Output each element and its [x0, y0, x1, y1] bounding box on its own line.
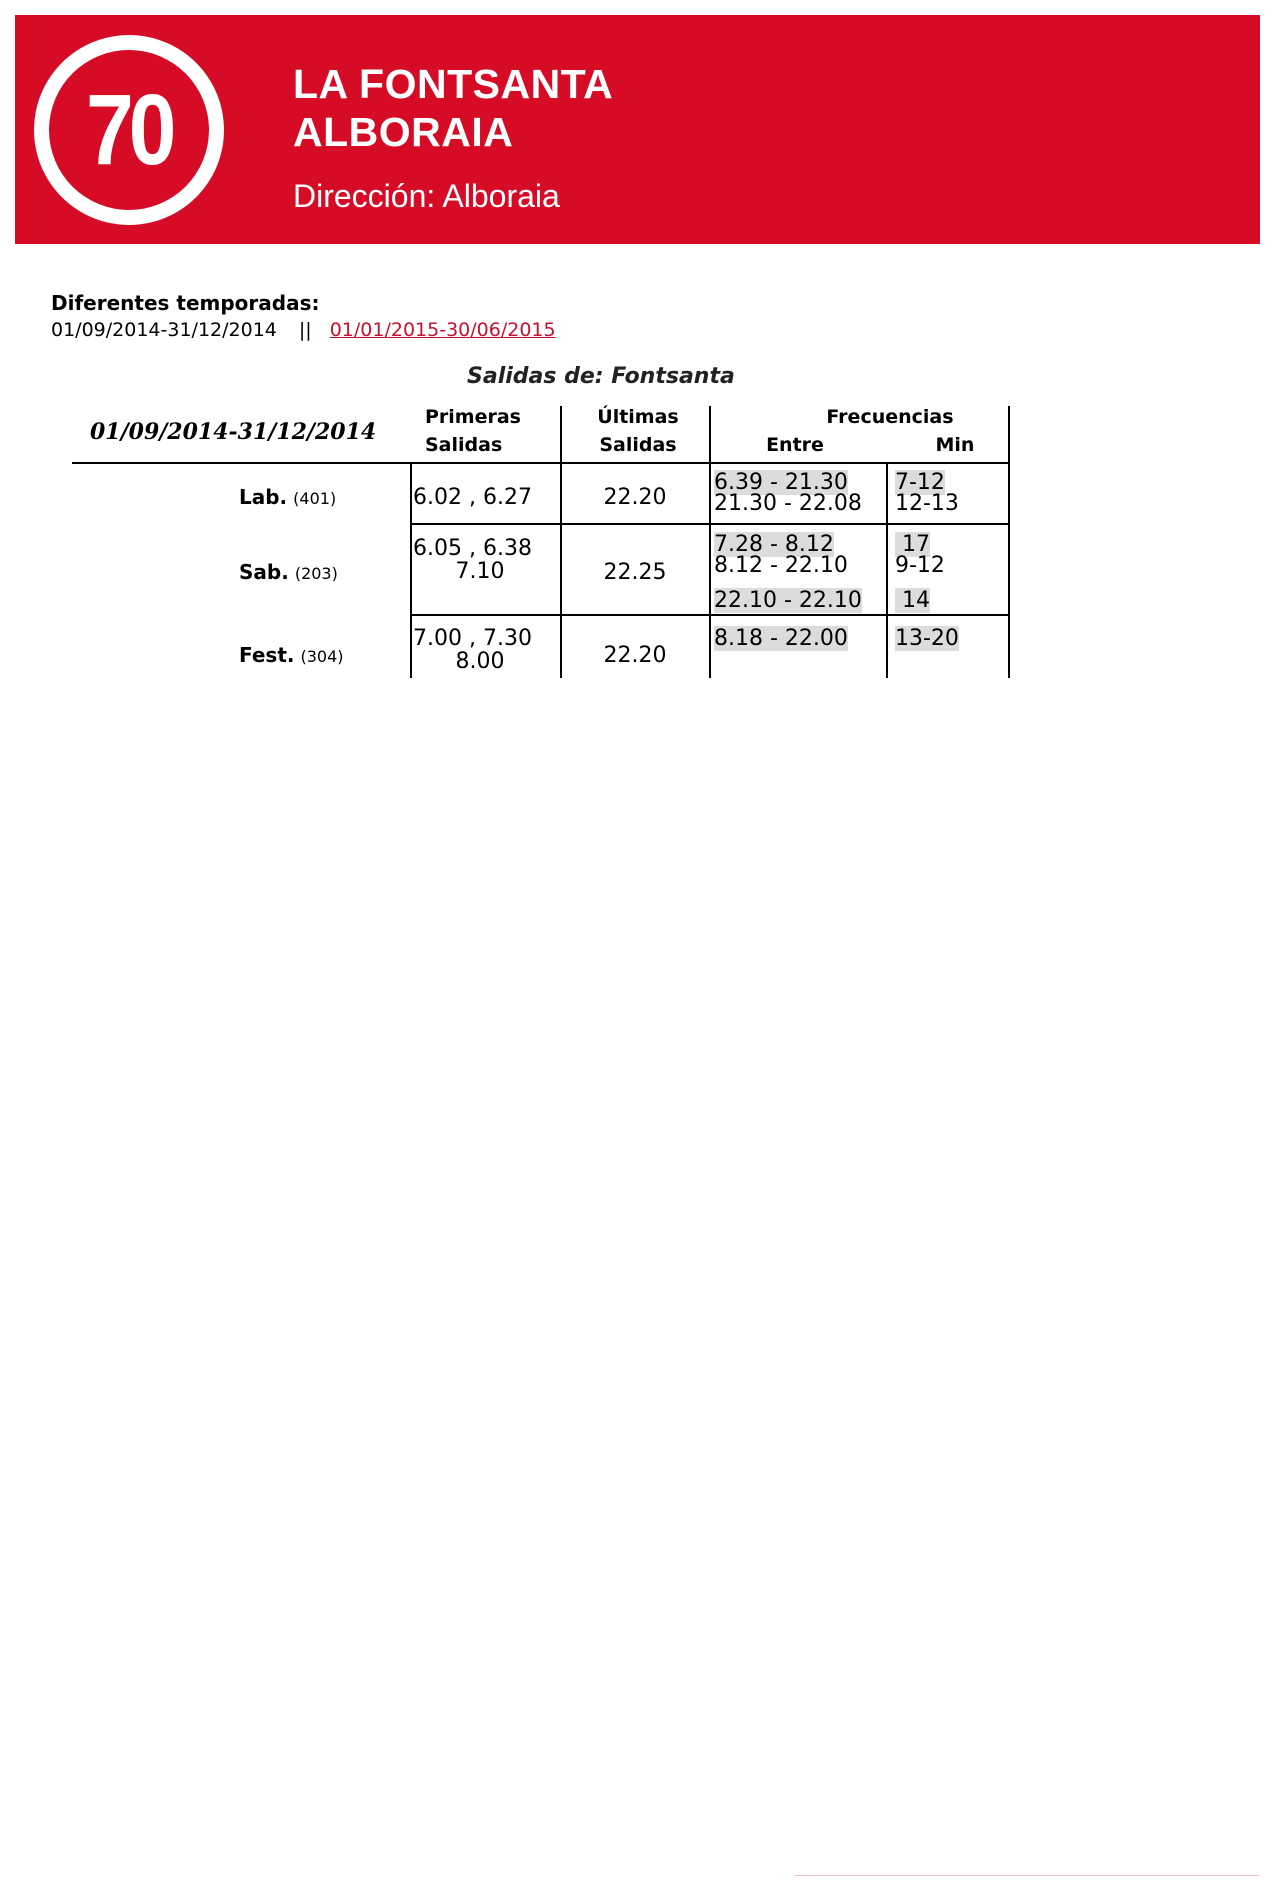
first-departures: 8.00 — [455, 649, 505, 674]
frequency-range: 6.39 - 21.30 — [714, 470, 848, 495]
header-min: Min — [935, 434, 975, 456]
current-season: 01/09/2014-31/12/2014 — [51, 319, 277, 341]
grid-line — [886, 462, 888, 678]
day-code: (304) — [300, 647, 344, 666]
grid-line — [410, 462, 412, 678]
row-day-sab — [239, 562, 338, 582]
grid-line — [1008, 406, 1010, 678]
header-entre: Entre — [766, 434, 824, 456]
last-departure: 22.25 — [603, 560, 667, 585]
frequency-range: 7.28 - 8.12 — [714, 532, 834, 557]
header-primeras: Primeras — [425, 406, 521, 428]
day-label: Fest. — [239, 643, 295, 667]
header-ultimas-salidas: Salidas — [599, 434, 677, 456]
frequency-minutes: 13-20 — [895, 626, 959, 651]
first-departures: 6.05 , 6.38 — [413, 536, 532, 561]
grid-line — [709, 462, 711, 678]
header-frecuencias: Frecuencias — [826, 406, 954, 428]
frequency-range: 21.30 - 22.08 — [714, 491, 862, 516]
frequency-minutes: 7-12 — [895, 470, 945, 495]
row-day-fest — [239, 645, 344, 665]
route-header-banner — [15, 15, 1260, 244]
last-departure: 22.20 — [603, 643, 667, 668]
route-name-line-2: ALBORAIA — [293, 109, 514, 155]
frequency-minutes: 12-13 — [895, 491, 959, 516]
frequency-range: 8.18 - 22.00 — [714, 626, 848, 651]
frequency-range: 8.12 - 22.10 — [714, 553, 848, 578]
day-label: Sab. — [239, 560, 289, 584]
grid-line — [709, 406, 711, 464]
timetable-title: Salidas de: Fontsanta — [467, 364, 735, 389]
first-departures: 6.02 , 6.27 — [413, 485, 532, 510]
direction-value: Alboraia — [442, 178, 560, 214]
grid-line — [560, 406, 562, 464]
frequency-minutes: 14 — [895, 588, 930, 613]
next-season-link[interactable]: 01/01/2015-30/06/2015 — [329, 319, 556, 341]
row-rule — [410, 523, 1010, 525]
header-primeras-salidas: Salidas — [425, 434, 503, 456]
direction — [293, 180, 560, 212]
route-number: 70 — [86, 74, 172, 186]
row-rule — [410, 614, 1010, 616]
seasons-selector — [51, 321, 556, 340]
frequency-minutes: 17 — [895, 532, 930, 557]
footer-divider — [795, 1875, 1260, 1876]
row-day-lab — [239, 487, 336, 507]
seasons-label: Diferentes temporadas: — [51, 291, 320, 315]
header-ultimas: Últimas — [597, 406, 679, 428]
day-label: Lab. — [239, 485, 288, 509]
day-code: (203) — [294, 564, 338, 583]
header-rule — [72, 462, 1010, 464]
first-departures: 7.10 — [455, 559, 505, 584]
frequency-range: 22.10 - 22.10 — [714, 588, 862, 613]
route-name-line-1: LA FONTSANTA — [293, 61, 614, 107]
first-departures: 7.00 , 7.30 — [413, 626, 532, 651]
timetable-period: 01/09/2014-31/12/2014 — [90, 419, 377, 445]
frequency-minutes: 9-12 — [895, 553, 945, 578]
direction-label: Dirección: — [293, 178, 436, 214]
season-separator: || — [298, 319, 312, 341]
route-number-badge — [34, 35, 224, 225]
day-code: (401) — [293, 489, 337, 508]
last-departure: 22.20 — [603, 485, 667, 510]
